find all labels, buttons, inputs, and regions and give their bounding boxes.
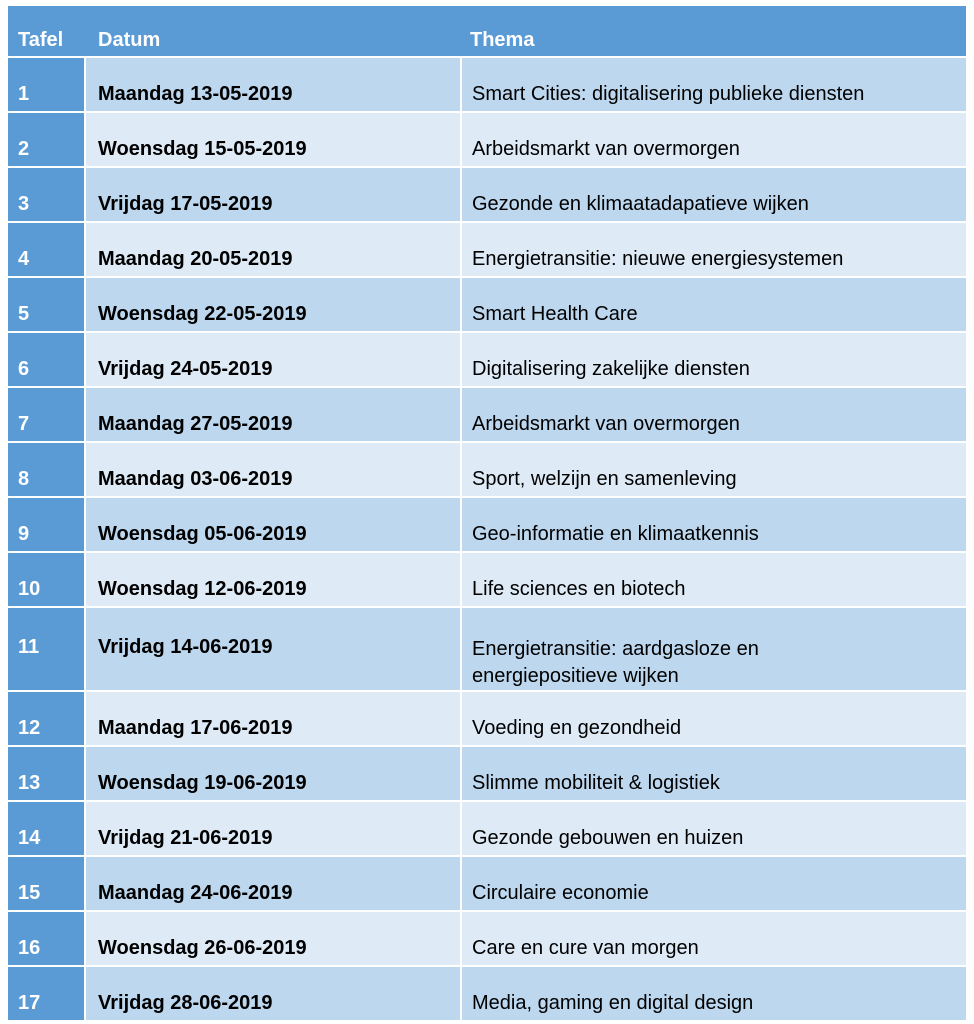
thema-cell: Life sciences en biotech [460, 553, 966, 608]
thema-cell: Care en cure van morgen [460, 912, 966, 967]
table-row [8, 553, 966, 608]
table-row [8, 388, 966, 443]
thema-cell: Arbeidsmarkt van overmorgen [460, 388, 966, 443]
thema-cell: Geo-informatie en klimaatkennis [460, 498, 966, 553]
table-row [8, 608, 966, 692]
thema-cell: Media, gaming en digital design [460, 967, 966, 1022]
header-thema: Thema [460, 6, 966, 58]
thema-cell: Gezonde en klimaatadapatieve wijken [460, 168, 966, 223]
thema-cell: Slimme mobiliteit & logistiek [460, 747, 966, 802]
datum-cell: Vrijdag 28-06-2019 [86, 967, 460, 1022]
datum-cell: Maandag 24-06-2019 [86, 857, 460, 912]
table-row [8, 168, 966, 223]
datum-cell: Woensdag 05-06-2019 [86, 498, 460, 553]
datum-cell: Woensdag 12-06-2019 [86, 553, 460, 608]
table-row [8, 692, 966, 747]
tafel-number: 7 [8, 388, 86, 443]
thema-cell: Gezonde gebouwen en huizen [460, 802, 966, 857]
tafel-number: 14 [8, 802, 86, 857]
table-row [8, 443, 966, 498]
thema-cell: Circulaire economie [460, 857, 966, 912]
table-row [8, 912, 966, 967]
datum-cell: Woensdag 19-06-2019 [86, 747, 460, 802]
tafel-number: 15 [8, 857, 86, 912]
datum-cell: Maandag 20-05-2019 [86, 223, 460, 278]
thema-cell: Voeding en gezondheid [460, 692, 966, 747]
datum-cell: Vrijdag 17-05-2019 [86, 168, 460, 223]
thema-line-1: Energietransitie: aardgasloze en [472, 638, 759, 660]
tafel-number: 6 [8, 333, 86, 388]
datum-cell: Vrijdag 24-05-2019 [86, 333, 460, 388]
header-tafel: Tafel [8, 6, 86, 58]
schedule-table [8, 6, 966, 1022]
table-row [8, 747, 966, 802]
datum-cell: Maandag 03-06-2019 [86, 443, 460, 498]
table-row [8, 58, 966, 113]
tafel-number: 8 [8, 443, 86, 498]
header-row [8, 6, 966, 58]
schedule-sheet [8, 6, 966, 1022]
tafel-number: 10 [8, 553, 86, 608]
thema-cell [460, 608, 966, 692]
datum-cell: Maandag 17-06-2019 [86, 692, 460, 747]
tafel-number: 4 [8, 223, 86, 278]
tafel-number: 3 [8, 168, 86, 223]
thema-cell: Digitalisering zakelijke diensten [460, 333, 966, 388]
datum-cell: Vrijdag 14-06-2019 [86, 608, 460, 692]
table-row [8, 223, 966, 278]
thema-cell: Arbeidsmarkt van overmorgen [460, 113, 966, 168]
thema-line-2: energiepositieve wijken [472, 665, 679, 687]
thema-cell: Sport, welzijn en samenleving [460, 443, 966, 498]
table-row [8, 333, 966, 388]
tafel-number: 1 [8, 58, 86, 113]
datum-cell: Maandag 27-05-2019 [86, 388, 460, 443]
tafel-number: 12 [8, 692, 86, 747]
thema-cell: Smart Cities: digitalisering publieke diensten [460, 58, 966, 113]
tafel-number: 9 [8, 498, 86, 553]
thema-cell: Smart Health Care [460, 278, 966, 333]
tafel-number: 17 [8, 967, 86, 1022]
table-row [8, 113, 966, 168]
table-row [8, 857, 966, 912]
tafel-number: 2 [8, 113, 86, 168]
tafel-number: 13 [8, 747, 86, 802]
table-row [8, 967, 966, 1022]
datum-cell: Maandag 13-05-2019 [86, 58, 460, 113]
datum-cell: Woensdag 26-06-2019 [86, 912, 460, 967]
tafel-number: 16 [8, 912, 86, 967]
tafel-number: 11 [8, 608, 86, 692]
table-row [8, 802, 966, 857]
datum-cell: Vrijdag 21-06-2019 [86, 802, 460, 857]
datum-cell: Woensdag 15-05-2019 [86, 113, 460, 168]
tafel-number: 5 [8, 278, 86, 333]
table-row [8, 498, 966, 553]
thema-cell: Energietransitie: nieuwe energiesystemen [460, 223, 966, 278]
header-datum: Datum [86, 6, 460, 58]
table-row [8, 278, 966, 333]
datum-cell: Woensdag 22-05-2019 [86, 278, 460, 333]
